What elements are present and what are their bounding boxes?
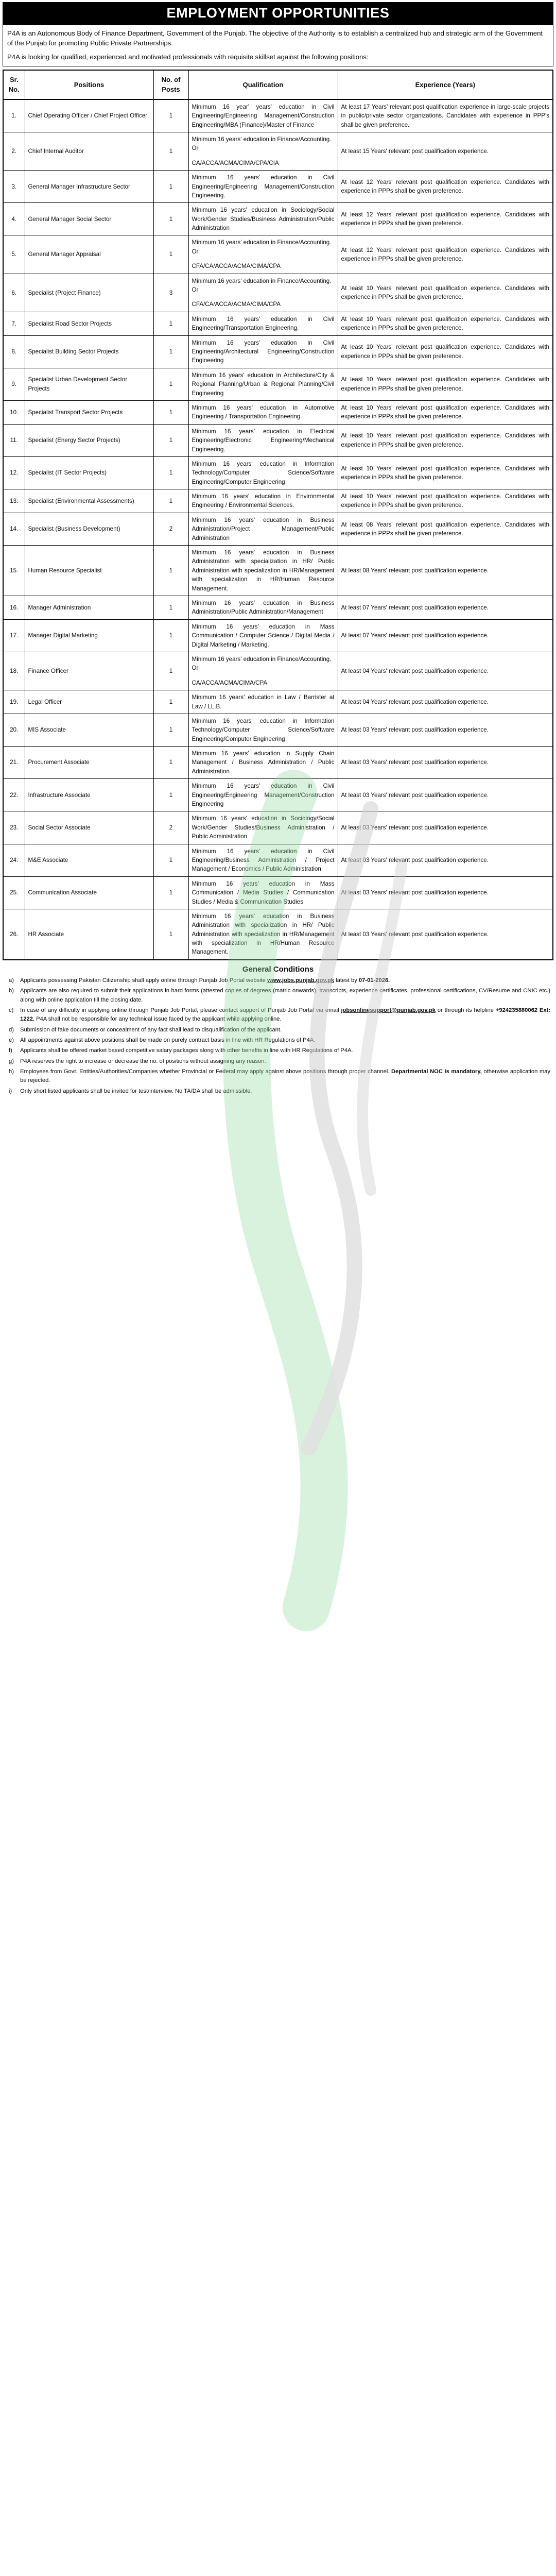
row-number-of-posts: 1 <box>153 489 188 513</box>
condition-text: P4A shall not be responsible for any technical issue faced by the applicant while applying online. <box>34 1016 282 1023</box>
row-qualification <box>188 652 338 690</box>
row-position-name: Legal Officer <box>25 690 153 714</box>
row-experience: At least 03 Years' relevant post qualification experience. <box>338 811 553 844</box>
row-qualification: Minimum 16 years' education in Civil Engineering/Transportation Engineering. <box>188 312 338 335</box>
table-row <box>3 368 553 400</box>
table-row <box>3 652 553 690</box>
qualification-line: CFA/CA/ACCA/ACMA/CIMA/CPA <box>192 301 281 308</box>
intro-block <box>3 25 553 66</box>
condition-text: Applicants shall be offered market based competitive salary packages along with other benefits in line with HR Regulations of P4A. <box>20 1047 353 1054</box>
condition-link[interactable]: jobsonlinesupport@punjab.gov.pk <box>341 1007 436 1013</box>
table-row <box>3 619 553 652</box>
table-row <box>3 546 553 596</box>
table-row <box>3 335 553 368</box>
row-serial-number: 16. <box>3 596 25 619</box>
row-position-name: Chief Operating Officer / Chief Project Officer <box>25 99 153 132</box>
row-experience: At least 10 Years' relevant post qualification experience. Candidates with experience in PPPs shall be given preference. <box>338 489 553 513</box>
row-qualification: Minimum 16 years' education in Automotive Engineering / Transportation Engineering. <box>188 400 338 424</box>
table-row <box>3 779 553 811</box>
table-row <box>3 312 553 335</box>
row-position-name: Specialist (IT Sector Projects) <box>25 456 153 489</box>
row-experience: At least 10 Years' relevant post qualification experience. Candidates with experience in PPPs shall be given preference. <box>338 274 553 312</box>
row-position-name: M&E Associate <box>25 844 153 876</box>
positions-table-body <box>3 99 553 960</box>
condition-text: Employees from Govt. Entities/Authorities/Companies whether Provincial or Federal may apply against above positions through proper channel. <box>20 1069 391 1075</box>
general-condition-item <box>3 1006 550 1024</box>
row-qualification: Minimum 16 years' education in Civil Engineering/Engineering Management/Construction Engineering <box>188 779 338 811</box>
row-serial-number: 15. <box>3 546 25 596</box>
condition-text: latest by <box>334 977 359 984</box>
row-serial-number: 11. <box>3 424 25 456</box>
row-position-name: General Manager Social Sector <box>25 203 153 235</box>
row-qualification <box>188 235 338 274</box>
row-experience: At least 04 Years' relevant post qualification experience. <box>338 652 553 690</box>
row-experience: At least 07 Years' relevant post qualification experience. <box>338 596 553 619</box>
row-serial-number: 10. <box>3 400 25 424</box>
table-row <box>3 811 553 844</box>
row-number-of-posts: 1 <box>153 909 188 959</box>
row-serial-number: 24. <box>3 844 25 876</box>
column-header-sr: Sr. No. <box>3 70 25 99</box>
general-condition-item <box>3 976 550 985</box>
row-serial-number: 6. <box>3 274 25 312</box>
row-serial-number: 21. <box>3 747 25 779</box>
condition-link[interactable]: www.jobs.punjab.gov.pk <box>267 977 335 984</box>
row-position-name: Procurement Associate <box>25 747 153 779</box>
row-qualification: Minimum 16 years' education in Information Technology/Computer Science/Software Engineering/Computer Engineering <box>188 714 338 746</box>
row-number-of-posts: 1 <box>153 132 188 170</box>
row-experience: At least 12 Years' relevant post qualification experience. Candidates with experience in PPPs shall be given preference. <box>338 171 553 203</box>
table-row <box>3 714 553 746</box>
row-qualification: Minimum 16 years' education in Business Administration/Project Management/Public Administration <box>188 513 338 545</box>
row-serial-number: 18. <box>3 652 25 690</box>
row-number-of-posts: 1 <box>153 714 188 746</box>
row-qualification: Minimum 16 years' education in Civil Engineering/Engineering Management/Construction Engineering. <box>188 171 338 203</box>
row-position-name: Specialist (Environmental Assessments) <box>25 489 153 513</box>
table-row <box>3 844 553 876</box>
row-number-of-posts: 1 <box>153 456 188 489</box>
intro-paragraph-1: P4A is an Autonomous Body of Finance Department, Government of the Punjab. The objective of the Authority is to establish a centralized hub and strategic arm of the Government of the Punjab for promoting Public Private Partnerships. <box>7 29 543 47</box>
row-serial-number: 25. <box>3 876 25 909</box>
table-row <box>3 909 553 959</box>
qualification-line: Or <box>192 286 199 294</box>
table-row <box>3 876 553 909</box>
table-row <box>3 171 553 203</box>
row-position-name: Human Resource Specialist <box>25 546 153 596</box>
row-number-of-posts: 1 <box>153 876 188 909</box>
row-number-of-posts: 1 <box>153 235 188 274</box>
row-serial-number: 13. <box>3 489 25 513</box>
row-position-name: Manager Administration <box>25 596 153 619</box>
row-serial-number: 23. <box>3 811 25 844</box>
condition-emphasis: 07-01-2026. <box>358 977 390 984</box>
qualification-line: CA/ACCA/ACMA/CIMA/CPA <box>192 679 268 686</box>
row-position-name: Specialist (Business Development) <box>25 513 153 545</box>
qualification-line: Or <box>192 145 199 152</box>
row-number-of-posts: 1 <box>153 546 188 596</box>
qualification-line: Or <box>192 665 199 672</box>
column-header-qual: Qualification <box>188 70 338 99</box>
table-row <box>3 424 553 456</box>
row-serial-number: 2. <box>3 132 25 170</box>
table-row <box>3 203 553 235</box>
row-experience: At least 10 Years' relevant post qualification experience. Candidates with experience in PPPs shall be given preference. <box>338 456 553 489</box>
row-number-of-posts: 1 <box>153 171 188 203</box>
row-serial-number: 3. <box>3 171 25 203</box>
row-experience: At least 10 Years' relevant post qualification experience. Candidates with experience in PPPs shall be given preference. <box>338 424 553 456</box>
row-qualification: Minimum 16 years' education in Civil Engineering/Business Administration / Project Management / Economics / Public Administration <box>188 844 338 876</box>
condition-text: In case of any difficulty in applying online through Punjab Job Portal, please contact support of Punjab Job Portal via email <box>20 1007 341 1013</box>
row-experience: At least 03 Years' relevant post qualification experience. <box>338 876 553 909</box>
qualification-line: CA/ACCA/ACMA/CIMA/CPA/CIA <box>192 159 279 166</box>
general-condition-item <box>3 1046 550 1055</box>
row-qualification: Minimum 16 years' education in Business Administration/Public Administration/Management <box>188 596 338 619</box>
row-qualification: Minimum 16 years' education in Electrical Engineering/Electronic Engineering/Mechanical Engineering. <box>188 424 338 456</box>
condition-text: Applicants are also required to submit their applications in hard forms (attested copies of degrees (matric onwards), transcripts, experience certificates, professional certifications, CV/Resume and CNIC etc.) along with online application till the closing date. <box>20 988 550 1003</box>
qualification-line: CFA/CA/ACCA/ACMA/CIMA/CPA <box>192 263 281 270</box>
row-position-name: General Manager Appraisal <box>25 235 153 274</box>
condition-emphasis: Departmental NOC is mandatory, <box>391 1069 482 1075</box>
table-row <box>3 132 553 170</box>
row-position-name: HR Associate <box>25 909 153 959</box>
row-number-of-posts: 1 <box>153 335 188 368</box>
row-experience: At least 03 Years' relevant post qualification experience. <box>338 844 553 876</box>
row-position-name: Finance Officer <box>25 652 153 690</box>
table-row <box>3 274 553 312</box>
row-serial-number: 22. <box>3 779 25 811</box>
general-condition-item <box>3 1036 550 1045</box>
row-qualification: Minimum 16 years' education in Business Administration with specialization in HR/ Public Administration with specialization in HR/Management with specialization in HR/Human Resource Management. <box>188 546 338 596</box>
table-row <box>3 747 553 779</box>
row-number-of-posts: 1 <box>153 652 188 690</box>
row-qualification: Minimum 16 years' education in Civil Engineering/Architectural Engineering/Construction Engineering <box>188 335 338 368</box>
condition-text: Only short listed applicants shall be invited for test/interview. No TA/DA shall be admissible. <box>20 1088 252 1094</box>
row-position-name: Social Sector Associate <box>25 811 153 844</box>
row-qualification: Minimum 16 years' education in Business Administration with specialization in HR/ Public Administration with specialization in HR/Management with specialization in HR/Human Resource Management. <box>188 909 338 959</box>
row-number-of-posts: 2 <box>153 811 188 844</box>
condition-text: otherwise application may be rejected. <box>20 1069 550 1084</box>
row-number-of-posts: 1 <box>153 400 188 424</box>
row-qualification: Minimum 16 year' years' education in Civil Engineering/Engineering Management/Construction Engineering/MBA (Finance)/Master of Finance <box>188 99 338 132</box>
row-qualification: Minimum 16 years' education in Mass Communication / Media Studies / Communication Studies / Media & Communication Studies <box>188 876 338 909</box>
row-serial-number: 8. <box>3 335 25 368</box>
row-experience: At least 08 Years' relevant post qualification experience. Candidates with experience in PPPs shall be given preference. <box>338 513 553 545</box>
general-conditions-heading: General Conditions <box>242 964 314 974</box>
table-row <box>3 513 553 545</box>
row-experience: At least 12 Years' relevant post qualification experience. Candidates with experience in PPPs shall be given preference. <box>338 203 553 235</box>
row-number-of-posts: 1 <box>153 424 188 456</box>
row-qualification: Minimum 16 years' education in Mass Communication / Computer Science / Digital Media / Digital Marketing / Marketing. <box>188 619 338 652</box>
row-number-of-posts: 1 <box>153 596 188 619</box>
row-experience: At least 15 Years' relevant post qualification experience. <box>338 132 553 170</box>
condition-text: All appointments against above positions shall be made on purely contract basis in line with HR Regulations of P4A. <box>20 1037 316 1044</box>
row-qualification: Minimum 16 years' education in Supply Chain Management / Business Administration / Public Administration <box>188 747 338 779</box>
condition-text: Applicants possessing Pakistan Citizenship shall apply online through Punjab Job Portal website <box>20 977 268 984</box>
row-serial-number: 1. <box>3 99 25 132</box>
row-experience: At least 10 Years' relevant post qualification experience. Candidates with experience in PPPs shall be given preference. <box>338 368 553 400</box>
intro-paragraph-2: P4A is looking for qualified, experienced and motivated professionals with requisite skillset against the following positions: <box>7 53 369 61</box>
row-position-name: General Manager Infrastructure Sector <box>25 171 153 203</box>
row-experience: At least 03 Years' relevant post qualification experience. <box>338 779 553 811</box>
row-position-name: MIS Associate <box>25 714 153 746</box>
row-qualification: Minimum 16 years' education in Architecture/City & Regional Planning/Urban & Regional Planning/Civil Engineering <box>188 368 338 400</box>
row-experience: At least 03 Years' relevant post qualification experience. <box>338 747 553 779</box>
row-number-of-posts: 2 <box>153 513 188 545</box>
row-position-name: Chief Internal Auditor <box>25 132 153 170</box>
row-position-name: Communication Associate <box>25 876 153 909</box>
qualification-line: Or <box>192 248 199 255</box>
row-qualification <box>188 274 338 312</box>
row-serial-number: 20. <box>3 714 25 746</box>
row-number-of-posts: 1 <box>153 368 188 400</box>
table-row <box>3 99 553 132</box>
row-experience: At least 04 Years' relevant post qualification experience. <box>338 690 553 714</box>
column-header-positions: Positions <box>25 70 153 99</box>
row-serial-number: 26. <box>3 909 25 959</box>
row-position-name: Specialist (Energy Sector Projects) <box>25 424 153 456</box>
row-qualification: Minimum 16 years' education in Law / Barrister at Law / LL.B. <box>188 690 338 714</box>
general-conditions-list <box>3 976 553 1103</box>
row-experience: At least 08 Years' relevant post qualification experience. <box>338 546 553 596</box>
qualification-line <box>192 673 335 679</box>
row-experience: At least 07 Years' relevant post qualification experience. <box>338 619 553 652</box>
row-number-of-posts: 1 <box>153 619 188 652</box>
row-experience: At least 10 Years' relevant post qualification experience. Candidates with experience in PPPs shall be given preference. <box>338 335 553 368</box>
row-position-name: Specialist Urban Development Sector Projects <box>25 368 153 400</box>
row-experience: At least 03 Years' relevant post qualification experience. <box>338 714 553 746</box>
row-serial-number: 4. <box>3 203 25 235</box>
row-position-name: Specialist Building Sector Projects <box>25 335 153 368</box>
table-row <box>3 456 553 489</box>
qualification-line <box>192 153 335 159</box>
row-experience: At least 10 Years' relevant post qualification experience. Candidates with experience in PPPs shall be given preference. <box>338 312 553 335</box>
row-serial-number: 19. <box>3 690 25 714</box>
table-row <box>3 596 553 619</box>
qualification-line: Minimum 16 years' education in Finance/Accounting. <box>192 239 332 246</box>
qualification-line: Minimum 16 years' education in Finance/Accounting. <box>192 135 332 143</box>
general-condition-item <box>3 1087 550 1096</box>
general-condition-item <box>3 987 550 1005</box>
row-serial-number: 17. <box>3 619 25 652</box>
row-number-of-posts: 1 <box>153 99 188 132</box>
row-qualification <box>188 132 338 170</box>
table-row <box>3 690 553 714</box>
row-serial-number: 12. <box>3 456 25 489</box>
condition-emphasis: +924235880062 Ext: 1222. <box>20 1007 551 1023</box>
row-qualification: Minimum 16 years' education in Environmental Engineering / Environmental Sciences. <box>188 489 338 513</box>
row-experience: At least 10 Years' relevant post qualification experience. Candidates with experience in PPPs shall be given preference. <box>338 400 553 424</box>
qualification-line: Minimum 16 years' education in Finance/Accounting. <box>192 277 332 284</box>
row-number-of-posts: 1 <box>153 779 188 811</box>
row-serial-number: 5. <box>3 235 25 274</box>
row-qualification: Minimum 16 years' education in Information Technology/Computer Science/Software Engineering/Computer Engineering <box>188 456 338 489</box>
row-serial-number: 9. <box>3 368 25 400</box>
row-position-name: Specialist Transport Sector Projects <box>25 400 153 424</box>
condition-text: P4A reserves the right to increase or decrease the no. of positions without assigning any reason. <box>20 1058 266 1064</box>
row-position-name: Infrastructure Associate <box>25 779 153 811</box>
page-title: EMPLOYMENT OPPORTUNITIES <box>3 2 553 25</box>
row-number-of-posts: 1 <box>153 203 188 235</box>
general-condition-item <box>3 1057 550 1066</box>
general-condition-item <box>3 1067 550 1086</box>
row-number-of-posts: 1 <box>153 747 188 779</box>
column-header-exp: Experience (Years) <box>338 70 553 99</box>
column-header-posts: No. of Posts <box>153 70 188 99</box>
row-position-name: Specialist Road Sector Projects <box>25 312 153 335</box>
row-serial-number: 14. <box>3 513 25 545</box>
row-experience: At least 12 Years' relevant post qualification experience. Candidates with experience in PPPs shall be given preference. <box>338 235 553 274</box>
condition-text: or through its helpline <box>435 1007 496 1013</box>
row-number-of-posts: 3 <box>153 274 188 312</box>
qualification-line: Minimum 16 years' education in Finance/Accounting. <box>192 655 332 663</box>
table-row <box>3 235 553 274</box>
table-header-row <box>3 70 553 99</box>
row-position-name: Manager Digital Marketing <box>25 619 153 652</box>
condition-text: Submission of fake documents or concealment of any fact shall lead to disqualification of the applicant. <box>20 1026 282 1033</box>
positions-table <box>3 70 553 960</box>
row-number-of-posts: 1 <box>153 690 188 714</box>
qualification-line <box>192 256 335 262</box>
general-condition-item <box>3 1026 550 1035</box>
row-serial-number: 7. <box>3 312 25 335</box>
row-experience: At least 17 Years' relevant post qualification experience in large-scale projects in public/private sector organizations. Candidates with experience in PPP's shall be given preference. <box>338 99 553 132</box>
qualification-line <box>192 294 335 300</box>
table-row <box>3 489 553 513</box>
row-experience: At least 03 Years' relevant post qualification experience. <box>338 909 553 959</box>
row-number-of-posts: 1 <box>153 844 188 876</box>
row-qualification: Minimum 16 years' education in Sociology/Social Work/Gender Studies/Business Administration / Public Administration <box>188 811 338 844</box>
row-qualification: Minimum 16 years' education in Sociology/Social Work/Gender Studies/Business Administration/Public Administration <box>188 203 338 235</box>
row-position-name: Specialist (Project Finance) <box>25 274 153 312</box>
row-number-of-posts: 1 <box>153 312 188 335</box>
table-row <box>3 400 553 424</box>
